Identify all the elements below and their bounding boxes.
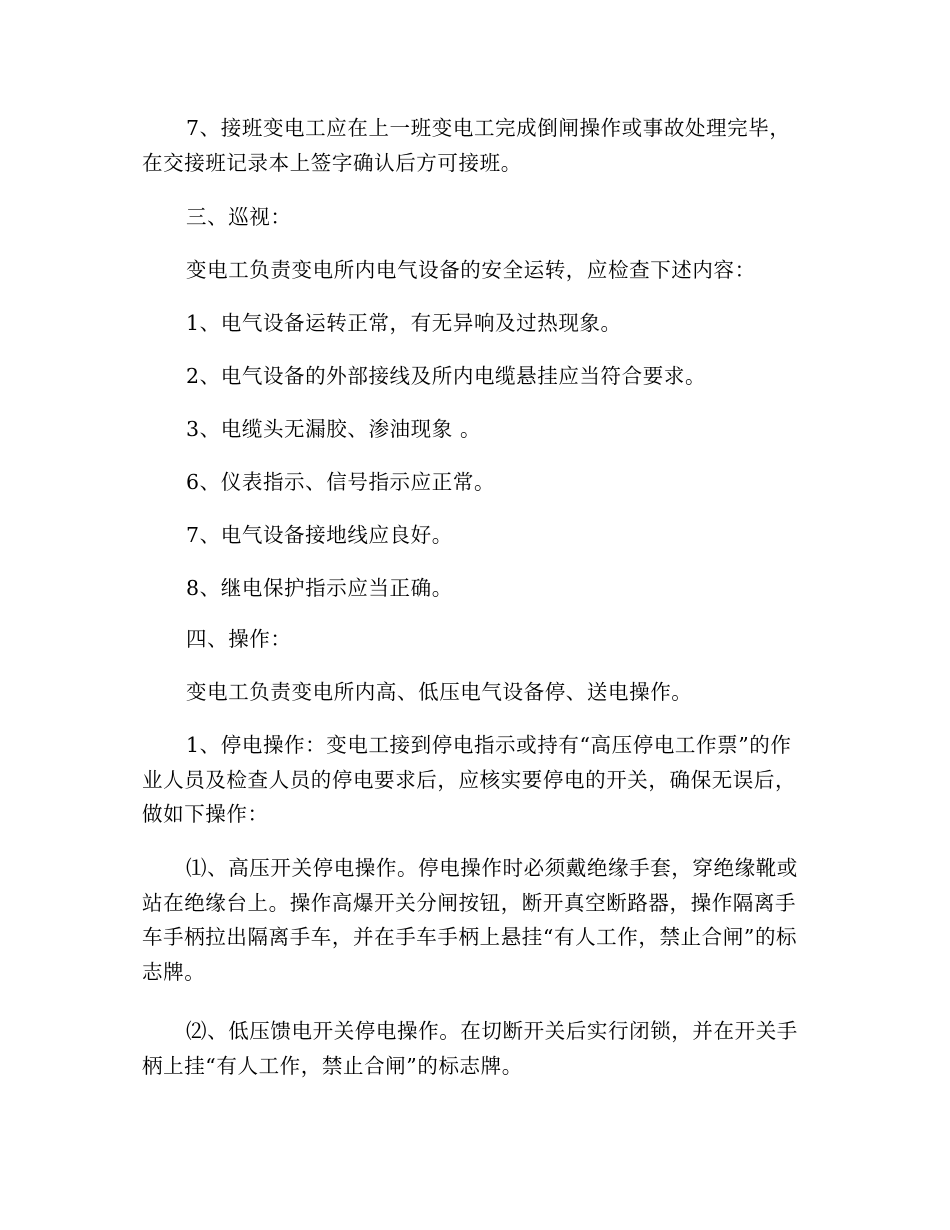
paragraph-handover-sign: 7、接班变电工应在上一班变电工完成倒闸操作或事故处理完毕，在交接班记录本上签字确认后方可接班。 bbox=[142, 116, 791, 175]
paragraph-power-off-operation: 1、停电操作：变电工接到停电指示或持有“高压停电工作票”的作业人员及检查人员的停电要求后，应核实要停电的开关，确保无误后，做如下操作： bbox=[142, 733, 797, 826]
section-heading-inspection: 三、巡视： bbox=[186, 205, 292, 229]
paragraph-high-voltage-switch: ⑴、高压开关停电操作。停电操作时必须戴绝缘手套，穿绝缘靴或站在绝缘台上。操作高爆开关分闸按钮，断开真空断路器，操作隔离手车手柄拉出隔离手车，并在手车手柄上悬挂“有人工作，禁止合闸”的标志牌。 bbox=[142, 856, 798, 984]
list-item-inspection-8: 8、继电保护指示应当正确。 bbox=[186, 576, 453, 600]
paragraph-inspection-intro: 变电工负责变电所内电气设备的安全运转，应检查下述内容： bbox=[186, 258, 756, 282]
paragraph-low-voltage-switch: ⑵、低压馈电开关停电操作。在切断开关后实行闭锁，并在开关手柄上挂“有人工作，禁止合闸”的标志牌。 bbox=[142, 1019, 798, 1078]
list-item-inspection-7: 7、电气设备接地线应良好。 bbox=[186, 523, 453, 547]
paragraph-operation-intro: 变电工负责变电所内高、低压电气设备停、送电操作。 bbox=[186, 680, 693, 704]
section-heading-operation: 四、操作： bbox=[186, 627, 292, 651]
list-item-inspection-1: 1、电气设备运转正常，有无异响及过热现象。 bbox=[186, 311, 622, 335]
list-item-inspection-6: 6、仪表指示、信号指示应正常。 bbox=[186, 470, 496, 494]
list-item-inspection-3: 3、电缆头无漏胶、渗油现象 。 bbox=[186, 417, 482, 441]
list-item-inspection-2: 2、电气设备的外部接线及所内电缆悬挂应当符合要求。 bbox=[186, 364, 707, 388]
